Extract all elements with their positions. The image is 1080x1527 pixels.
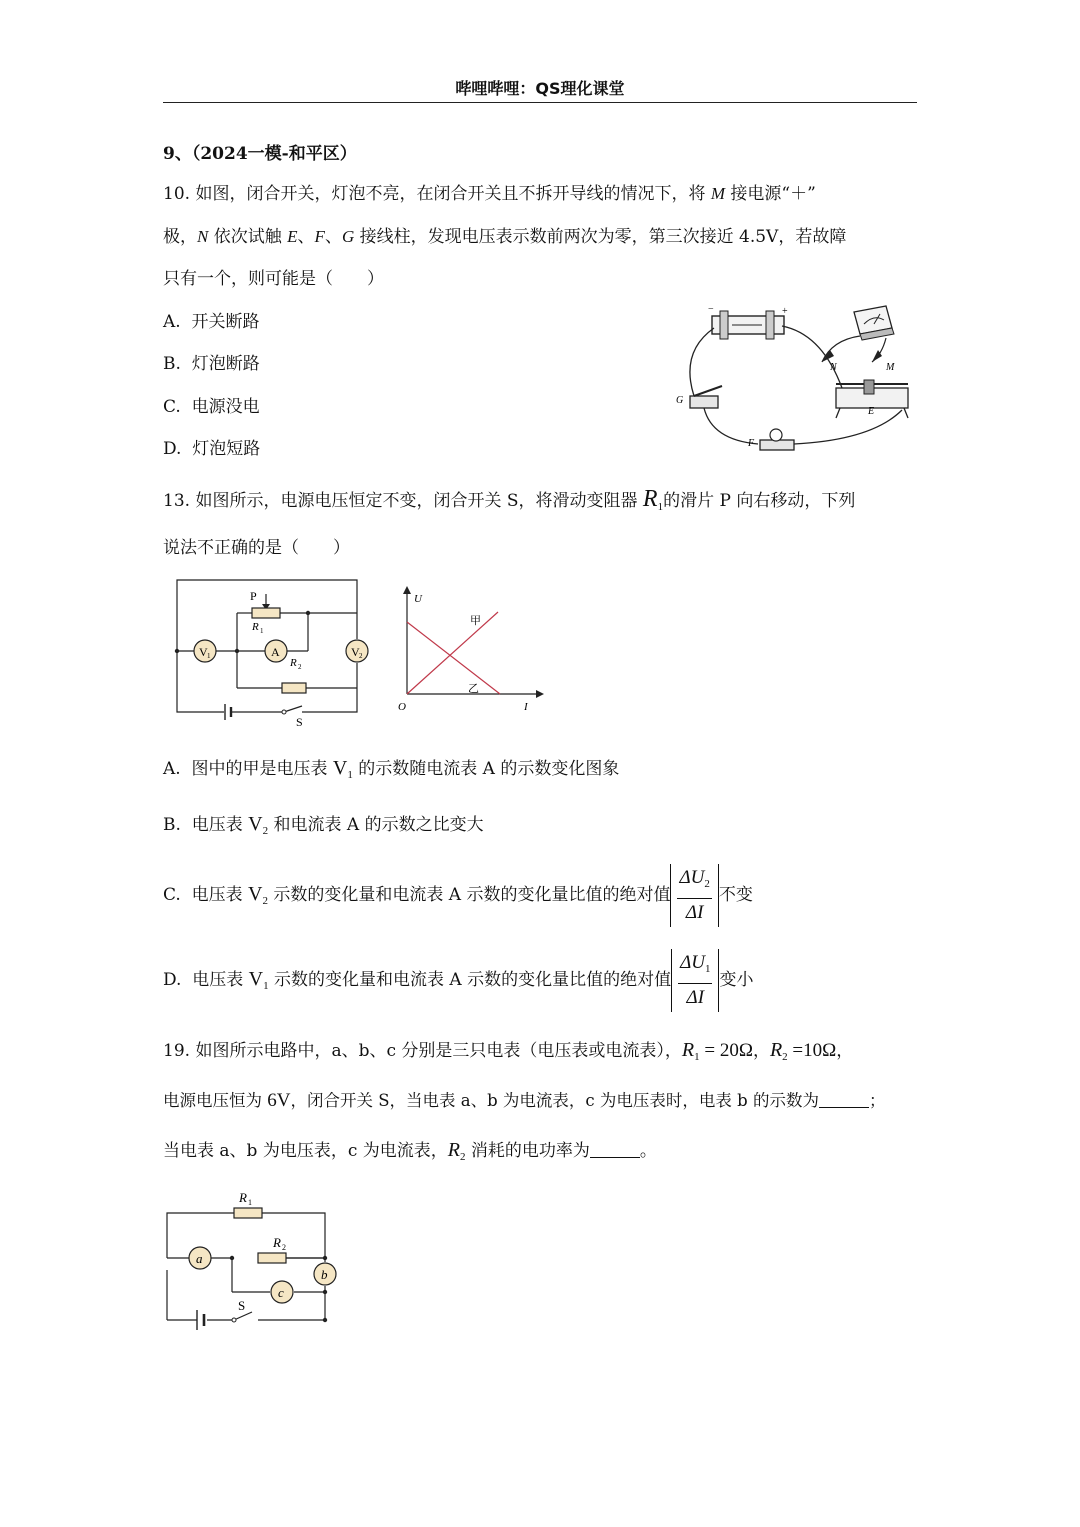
bulb-illustration bbox=[747, 429, 794, 450]
switch-illustration bbox=[676, 386, 722, 408]
q13-option-d: D. 电压表 $V_1$ 示数的变化量和电流表 A 示数的变化量比值的绝对值 $\frac{\Delta U_1}{\Delta I}$ 变小 bbox=[163, 949, 919, 1016]
r2-resistor bbox=[282, 683, 306, 693]
svg-text:N: N bbox=[830, 362, 837, 373]
q19-circuit-diagram bbox=[162, 1186, 342, 1334]
r1-resistor bbox=[252, 608, 280, 618]
svg-text:R: R bbox=[239, 1190, 247, 1205]
svg-text:V: V bbox=[351, 645, 360, 659]
q10-option-b: B. 灯泡断路 bbox=[163, 354, 260, 374]
header-rule bbox=[163, 102, 917, 103]
section-label: 9、（2024一模-和平区） bbox=[163, 144, 357, 164]
svg-text:A: A bbox=[271, 645, 280, 659]
r1-resistor bbox=[234, 1208, 262, 1218]
meter-a bbox=[189, 1247, 211, 1269]
q13-line-1: 13. 如图所示，电源电压恒定不变，闭合开关 S，将滑动变阻器 $R_1$的滑片 P 向右移动，下列 bbox=[163, 486, 856, 513]
svg-text:O: O bbox=[398, 701, 406, 713]
q13-option-a: A. 图中的甲是电压表 $V_1$ 的示数随电流表 A 的示数变化图象 bbox=[163, 757, 620, 781]
svg-text:乙: 乙 bbox=[468, 683, 479, 695]
q10-circuit-figure bbox=[672, 300, 920, 462]
svg-text:a: a bbox=[196, 1251, 203, 1266]
svg-text:1: 1 bbox=[207, 652, 211, 660]
abs-fraction-du1-di: $\frac{\Delta U_1}{\Delta I}$ bbox=[671, 949, 719, 1012]
svg-text:+: + bbox=[782, 306, 788, 317]
svg-text:M: M bbox=[886, 362, 895, 373]
q10-option-c: C. 电源没电 bbox=[163, 397, 260, 417]
svg-text:2: 2 bbox=[298, 663, 302, 671]
q13-circuit-diagram bbox=[172, 576, 372, 726]
abs-fraction-du2-di: $\frac{\Delta U_2}{\Delta I}$ bbox=[670, 864, 718, 927]
svg-text:R: R bbox=[273, 1235, 281, 1250]
q10-line-1: 10. 如图，闭合开关，灯泡不亮，在闭合开关且不拆开导线的情况下，将 M 接电源“＋” bbox=[163, 184, 816, 204]
battery-illustration bbox=[708, 304, 788, 339]
svg-text:2: 2 bbox=[282, 1243, 286, 1252]
answer-blank-2[interactable] bbox=[590, 1141, 640, 1158]
answer-blank-1[interactable] bbox=[819, 1091, 869, 1108]
q10-option-a: A. 开关断路 bbox=[163, 312, 260, 332]
svg-text:甲: 甲 bbox=[470, 615, 481, 627]
voltmeter-illustration bbox=[854, 306, 894, 340]
svg-text:R: R bbox=[252, 621, 259, 633]
q10-option-d: D. 灯泡短路 bbox=[163, 439, 261, 459]
svg-text:G: G bbox=[676, 395, 684, 406]
q19-line-1: 19. 如图所示电路中，a、b、c 分别是三只电表（电压表或电流表），$R_1 = 20\Omega$，$R_2 =10\Omega$， bbox=[163, 1039, 854, 1063]
svg-text:c: c bbox=[278, 1285, 284, 1300]
svg-text:F: F bbox=[748, 438, 755, 449]
svg-text:1: 1 bbox=[260, 627, 264, 635]
q13-option-c: C. 电压表 $V_2$ 示数的变化量和电流表 A 示数的变化量比值的绝对值 $\frac{\Delta U_2}{\Delta I}$ 不变 bbox=[163, 864, 919, 931]
svg-text:U: U bbox=[414, 593, 422, 605]
v1-meter bbox=[194, 640, 216, 662]
page-header: 哔哩哔哩：QS理化课堂 bbox=[455, 79, 625, 98]
svg-text:2: 2 bbox=[359, 652, 363, 660]
svg-text:S: S bbox=[296, 715, 303, 726]
svg-text:S: S bbox=[238, 1298, 246, 1313]
svg-text:b: b bbox=[321, 1267, 328, 1282]
q10-line-2: 极，N 依次试触 E、F、G 接线柱，发现电压表示数前两次为零，第三次接近 4.5V，若故障 bbox=[163, 227, 847, 247]
q13-ui-graph bbox=[390, 584, 550, 716]
meter-b bbox=[314, 1263, 336, 1285]
line-yi bbox=[407, 622, 500, 694]
q19-line-3: 当电表 a、b 为电压表，c 为电流表，$R_2$ 消耗的电功率为 。 bbox=[163, 1139, 657, 1163]
q13-option-b: B. 电压表 $V_2$ 和电流表 A 的示数之比变大 bbox=[163, 813, 484, 837]
svg-text:I: I bbox=[524, 701, 528, 713]
q13-line-2: 说法不正确的是（ ） bbox=[163, 538, 350, 558]
q10-line-3: 只有一个，则可能是（ ） bbox=[163, 269, 384, 289]
svg-text:E: E bbox=[868, 406, 875, 417]
meter-c bbox=[271, 1281, 293, 1303]
svg-text:P: P bbox=[250, 589, 257, 603]
r2-resistor bbox=[258, 1253, 286, 1263]
q19-line-2: 电源电压恒为 6V，闭合开关 S，当电表 a、b 为电流表，c 为电压表时，电表 b 的示数为 ； bbox=[163, 1090, 886, 1111]
ammeter bbox=[265, 640, 287, 662]
rheostat-illustration bbox=[836, 380, 908, 418]
svg-text:R: R bbox=[290, 657, 297, 669]
svg-text:−: − bbox=[708, 304, 714, 315]
v2-meter bbox=[346, 640, 368, 662]
svg-text:1: 1 bbox=[248, 1198, 252, 1207]
svg-text:V: V bbox=[199, 645, 208, 659]
